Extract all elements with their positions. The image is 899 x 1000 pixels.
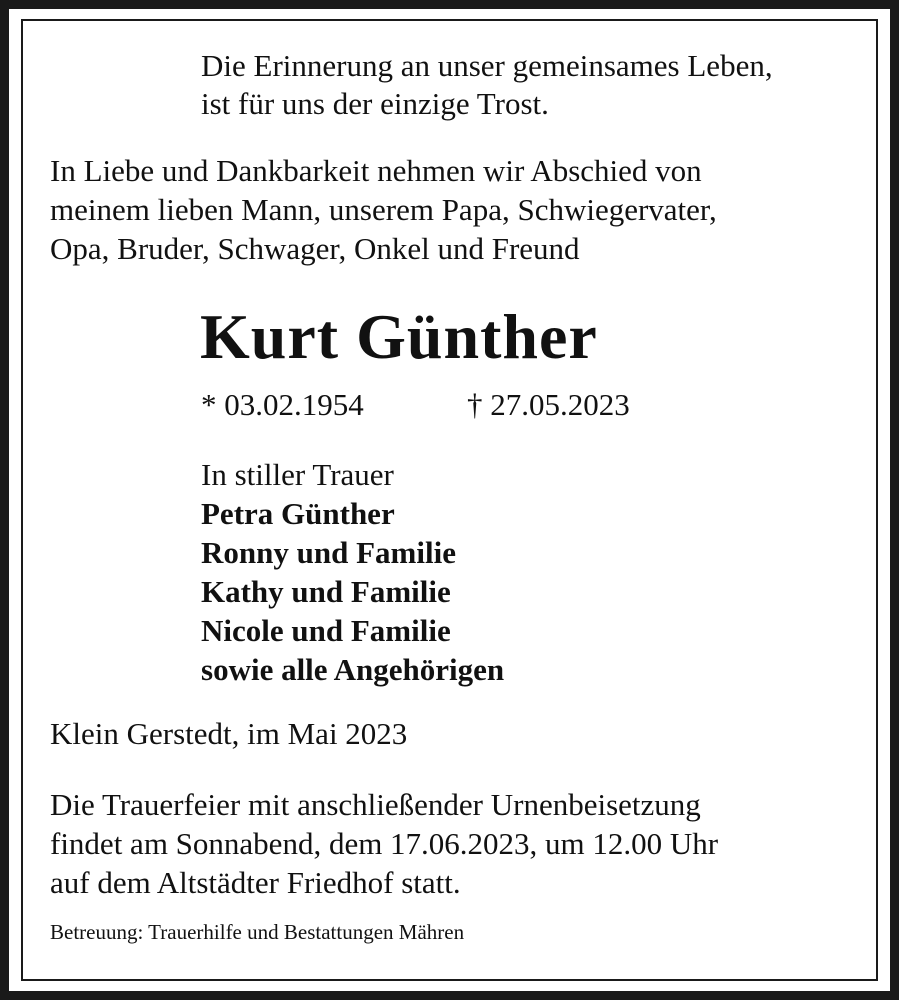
death-date: † 27.05.2023: [467, 387, 630, 422]
motto-line: Die Erinnerung an unser gemeinsames Leben,: [201, 48, 773, 83]
intro-text: [50, 151, 850, 268]
intro-line: Opa, Bruder, Schwager, Onkel und Freund: [50, 231, 580, 266]
obituary-card: [9, 9, 890, 991]
mourner-name: Petra Günther: [201, 496, 395, 531]
undertaker-note: Betreuung: Trauerhilfe und Bestattungen Mähren: [50, 920, 465, 944]
ceremony-info: [50, 785, 850, 902]
mourner-name: Kathy und Familie: [201, 574, 451, 609]
life-dates: [201, 387, 630, 423]
motto-line: ist für uns der einzige Trost.: [201, 86, 549, 121]
mourners-heading: In stiller Trauer: [201, 457, 394, 492]
mourners-list: [201, 455, 504, 689]
ceremony-line: auf dem Altstädter Friedhof statt.: [50, 865, 461, 900]
ceremony-line: Die Trauerfeier mit anschließender Urnenbeisetzung: [50, 787, 701, 822]
place-date: Klein Gerstedt, im Mai 2023: [50, 716, 408, 751]
birth-date: * 03.02.1954: [201, 387, 364, 422]
deceased-name: Kurt Günther: [200, 301, 598, 372]
ceremony-line: findet am Sonnabend, dem 17.06.2023, um 12.00 Uhr: [50, 826, 719, 861]
intro-line: In Liebe und Dankbarkeit nehmen wir Abschied von: [50, 153, 702, 188]
motto: [201, 47, 773, 123]
mourner-name: Nicole und Familie: [201, 613, 451, 648]
intro-line: meinem lieben Mann, unserem Papa, Schwiegervater,: [50, 192, 717, 227]
mourner-name: Ronny und Familie: [201, 535, 456, 570]
mourner-name: sowie alle Angehörigen: [201, 652, 505, 687]
